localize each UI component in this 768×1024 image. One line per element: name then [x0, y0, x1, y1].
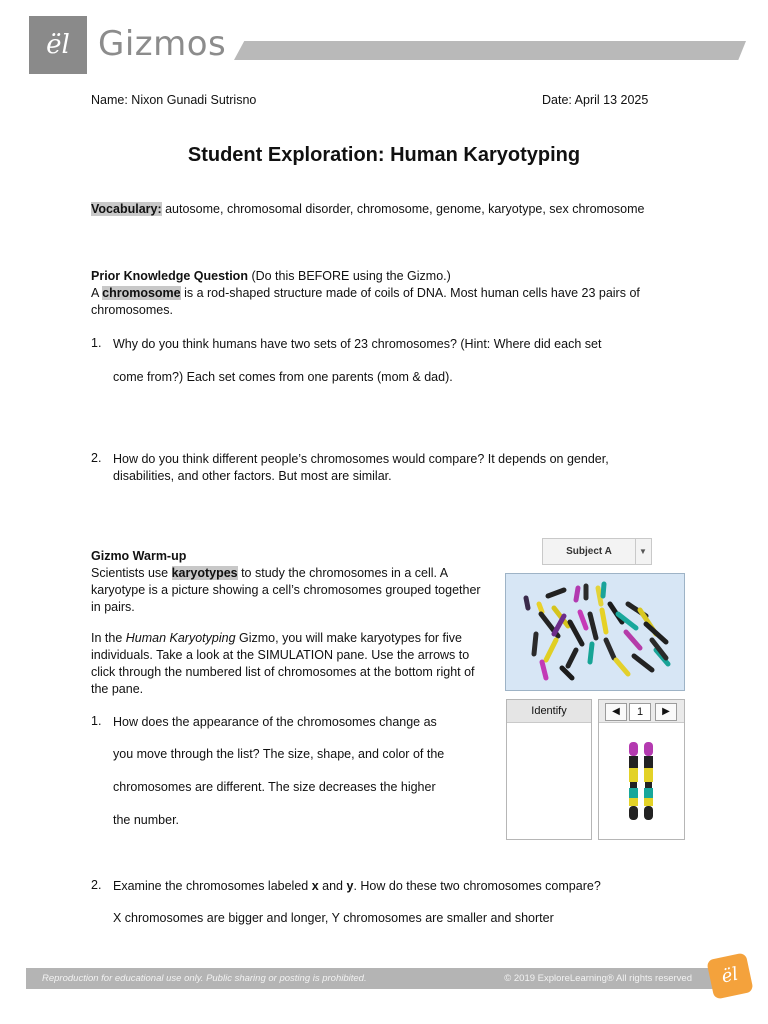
- page-title: Student Exploration: Human Karyotyping: [187, 144, 581, 166]
- chromosome-viewer-panel: [598, 699, 685, 840]
- question-number: 1.: [91, 714, 102, 728]
- warmup-q2-answer: X chromosomes are bigger and longer, Y chromosomes are smaller and shorter: [113, 911, 554, 925]
- chromosome-nav: [599, 700, 684, 723]
- chevron-down-icon[interactable]: ▼: [639, 547, 647, 556]
- question-1-answer: come from?) Each set comes from one parents (mom & dad).: [113, 370, 453, 384]
- identify-panel: [506, 699, 592, 840]
- subject-dropdown[interactable]: [542, 538, 652, 565]
- explorelearning-logo: ël: [29, 16, 87, 74]
- prior-knowledge-section: Prior Knowledge Question (Do this BEFORE using the Gizmo.) A chromosome is a rod-shaped structure made of coils of DNA. Most human cells have 23 pairs of chromosomes.: [91, 269, 640, 317]
- prior-heading: Prior Knowledge Question: [91, 269, 248, 283]
- question-number: 2.: [91, 878, 102, 892]
- question-number: 2.: [91, 451, 102, 465]
- warmup-q1-line: you move through the list? The size, shape, and color of the: [113, 747, 445, 761]
- vocabulary: [91, 201, 671, 218]
- warmup-q1-line: the number.: [113, 813, 180, 827]
- student-name: Name: Nixon Gunadi Sutrisno: [91, 93, 257, 107]
- vocabulary-label: Vocabulary:: [91, 202, 162, 216]
- prior-note: (Do this BEFORE using the Gizmo.): [247, 269, 451, 283]
- chromosome-number: 1: [629, 703, 651, 721]
- prev-arrow-icon[interactable]: ◀: [605, 703, 627, 721]
- warmup-section: Gizmo Warm-up Scientists use karyotypes to study the chromosomes in a cell. A karyotype is a picture showing a cell’s chromosomes grouped together in pairs. In the Human Karyotyping Gizmo, you will make karyotypes for five individuals. Take a look at the SIMULATION pane. Use the arrows to click through the numbered list of chromosomes at the bottom right of the pane.: [91, 549, 481, 696]
- question-number: 1.: [91, 336, 102, 350]
- question-1-text: Why do you think humans have two sets of 23 chromosomes? (Hint: Where did each set: [113, 337, 602, 351]
- term-chromosome: chromosome: [102, 286, 181, 300]
- explorelearning-footer-logo: ël: [706, 952, 753, 999]
- chromosome-spread-graphic: [506, 574, 684, 690]
- subject-selected: Subject A: [543, 539, 636, 564]
- vocabulary-terms: autosome, chromosomal disorder, chromosome, genome, karyotype, sex chromosome: [161, 202, 645, 216]
- date: Date: April 13 2025: [542, 93, 649, 107]
- warmup-q2-text: Examine the chromosomes labeled x and y. How do these two chromosomes compare?: [113, 879, 601, 893]
- identify-button[interactable]: Identify: [507, 700, 591, 723]
- footer-disclaimer: Reproduction for educational use only. Public sharing or posting is prohibited.: [42, 973, 367, 984]
- chromosome-spread-image: [505, 573, 685, 691]
- chromosome-1-graphic: [623, 740, 663, 824]
- term-karyotypes: karyotypes: [171, 566, 238, 580]
- brand-title: Gizmos: [98, 24, 227, 64]
- warmup-q1-line: chromosomes are different. The size decreases the higher: [113, 780, 436, 794]
- header-bar: [234, 41, 746, 60]
- warmup-heading: Gizmo Warm-up: [91, 549, 187, 563]
- next-arrow-icon[interactable]: ▶: [655, 703, 677, 721]
- warmup-q1-line: How does the appearance of the chromosomes change as: [113, 715, 437, 729]
- question-2-text: How do you think different people’s chromosomes would compare? It depends on gender, disabilities, and other factors. But most are similar.: [113, 452, 609, 483]
- footer-bar: [26, 968, 722, 989]
- footer-copyright: © 2019 ExploreLearning® All rights reserved: [504, 973, 692, 984]
